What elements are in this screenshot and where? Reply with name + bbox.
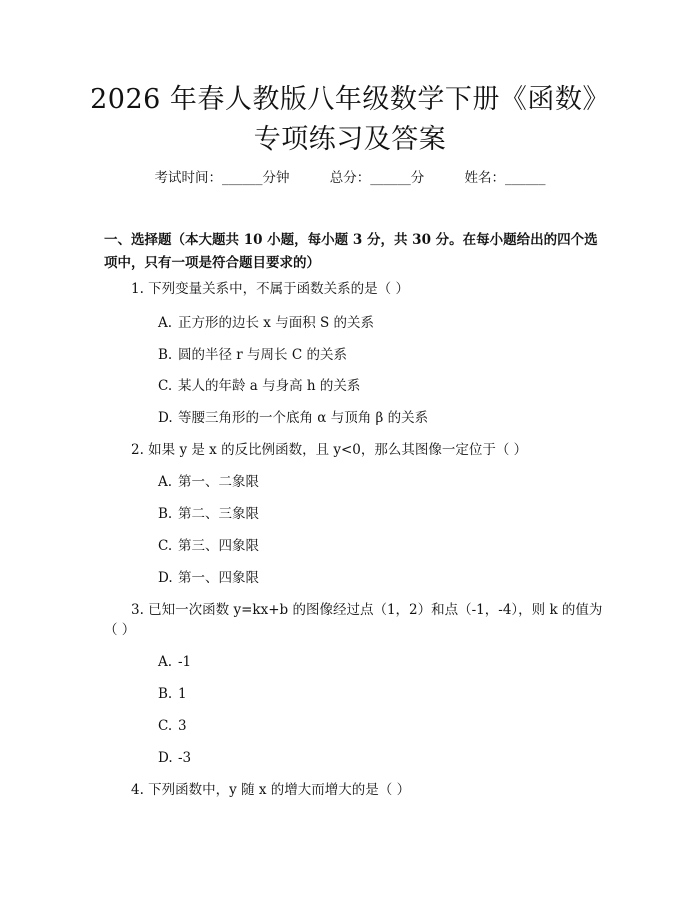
question-1-option-c: C. 某人的年龄 a 与身高 h 的关系 (158, 378, 361, 394)
question-2-option-a: A. 第一、二象限 (158, 474, 259, 490)
question-3-option-c: C. 3 (158, 718, 187, 734)
exam-total-score: 总分：______分 (329, 170, 425, 186)
question-2-option-c: C. 第三、四象限 (158, 538, 259, 554)
exam-student-name: 姓名：______ (464, 170, 546, 186)
question-3-stem: 3. 已知一次函数 y=kx+b 的图像经过点（1，2）和点（-1，-4），则 k 的值为（ ） (104, 602, 603, 638)
exam-time: 考试时间：______分钟 (154, 170, 290, 186)
question-4-stem: 4. 下列函数中，y 随 x 的增大而增大的是（ ） (131, 782, 411, 798)
question-2-option-b: B. 第二、三象限 (158, 506, 259, 522)
question-1-option-d: D. 等腰三角形的一个底角 α 与顶角 β 的关系 (158, 410, 429, 426)
question-3-option-d: D. -3 (158, 750, 192, 766)
page-title: 2026 年春人教版八年级数学下册《函数》专项练习及答案 (90, 84, 610, 155)
question-3-option-b: B. 1 (158, 686, 187, 702)
question-3-option-a: A. -1 (158, 654, 192, 670)
question-2-stem: 2. 如果 y 是 x 的反比例函数，且 y<0，那么其图像一定位于（ ） (131, 442, 528, 458)
question-2-option-d: D. 第一、四象限 (158, 570, 259, 586)
question-1-stem: 1. 下列变量关系中，不属于函数关系的是（ ） (131, 281, 409, 297)
exam-meta (0, 166, 700, 186)
question-1-option-a: A. 正方形的边长 x 与面积 S 的关系 (158, 315, 375, 331)
question-1-option-b: B. 圆的半径 r 与周长 C 的关系 (158, 347, 347, 363)
section-heading-choice: 一、选择题（本大题共 10 小题，每小题 3 分，共 30 分。在每小题给出的四个选项中，只有一项是符合题目要求的） (104, 232, 598, 271)
